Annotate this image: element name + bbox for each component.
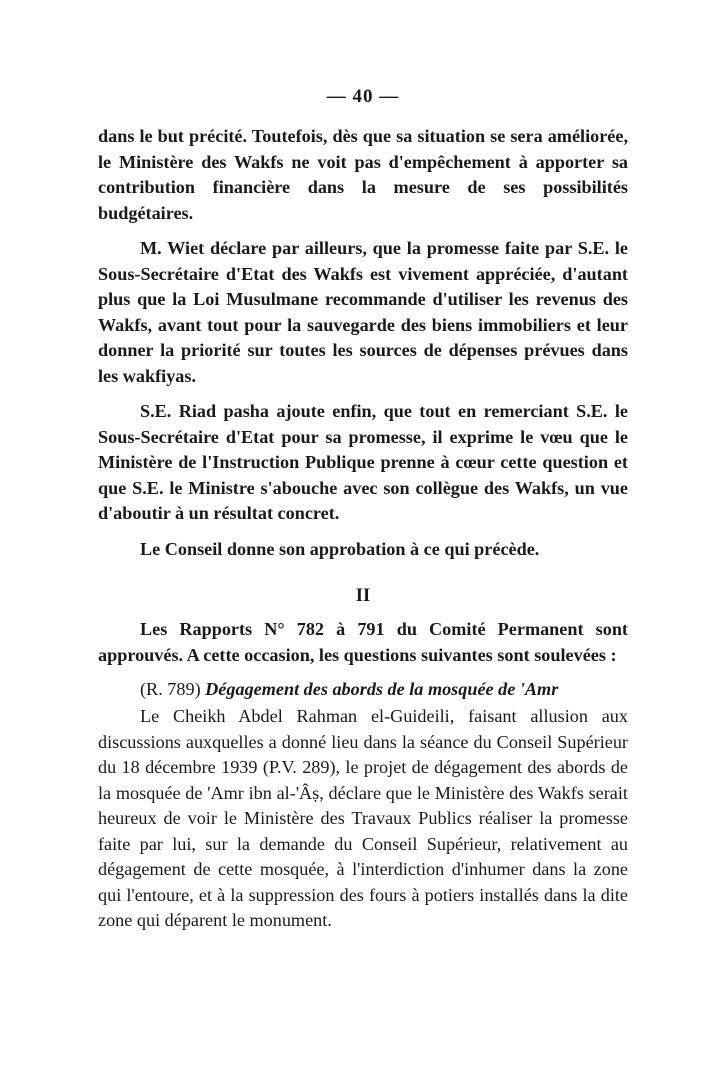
item-body: Le Cheikh Abdel Rahman el-Guideili, faisant allusion aux discussions auxquelles a donné lieu dans la séance du Conseil Supérieur du 18 décembre 1939 (P.V. 289), le projet de dégagement des abords de la mosquée de 'Amr ibn al-'Âṣ, déclare que le Ministère des Wakfs serait heureux de voir le Ministère des Travaux Publics réaliser la promesse faite par lui, sur la demande du Conseil Supérieur, relativement au dégagement de cette mosquée, à l'interdiction d'inhumer dans la zone qui l'entoure, et à la suppression des fours à potiers installés dans la dite zone qui déparent le monument. (98, 706, 628, 930)
document-page (98, 86, 628, 934)
paragraph-3: S.E. Riad pasha ajoute enfin, que tout en remerciant S.E. le Sous-Secrétaire d'Etat pour sa promesse, il exprime le vœu que le Ministère de l'Instruction Publique prenne à cœur cette question et que S.E. le Ministre s'abouche avec son collègue des Wakfs, un vue d'aboutir à un résultat concret. (98, 401, 628, 523)
item-title: Dégagement des abords de la mosquée de 'Amr (205, 679, 559, 699)
page-number: — 40 — (326, 86, 400, 107)
paragraph-2: M. Wiet déclare par ailleurs, que la promesse faite par S.E. le Sous-Secrétaire d'Etat des Wakfs est vivement appréciée, d'autant plus que la Loi Musulmane recommande d'utiliser les revenus des Wakfs, avant tout pour la sauvegarde des biens immobiliers et leur donner la priorité sur toutes les sources de dépenses prévues dans les wakfiyas. (98, 238, 628, 386)
section-intro: Les Rapports N° 782 à 791 du Comité Permanent sont approuvés. A cette occasion, les questions suivantes sont soulevées : (98, 619, 628, 665)
paragraph-4: Le Conseil donne son approbation à ce qui précède. (140, 538, 540, 559)
section-heading: II (355, 586, 371, 606)
item-heading (98, 676, 628, 702)
item-reference: (R. 789) (140, 679, 201, 699)
paragraph-1: dans le but précité. Toutefois, dès que sa situation se sera améliorée, le Ministère des Wakfs ne voit pas d'empêchement à apporter sa contribution financière dans la mesure de ses possibilités budgétaires. (98, 126, 628, 223)
